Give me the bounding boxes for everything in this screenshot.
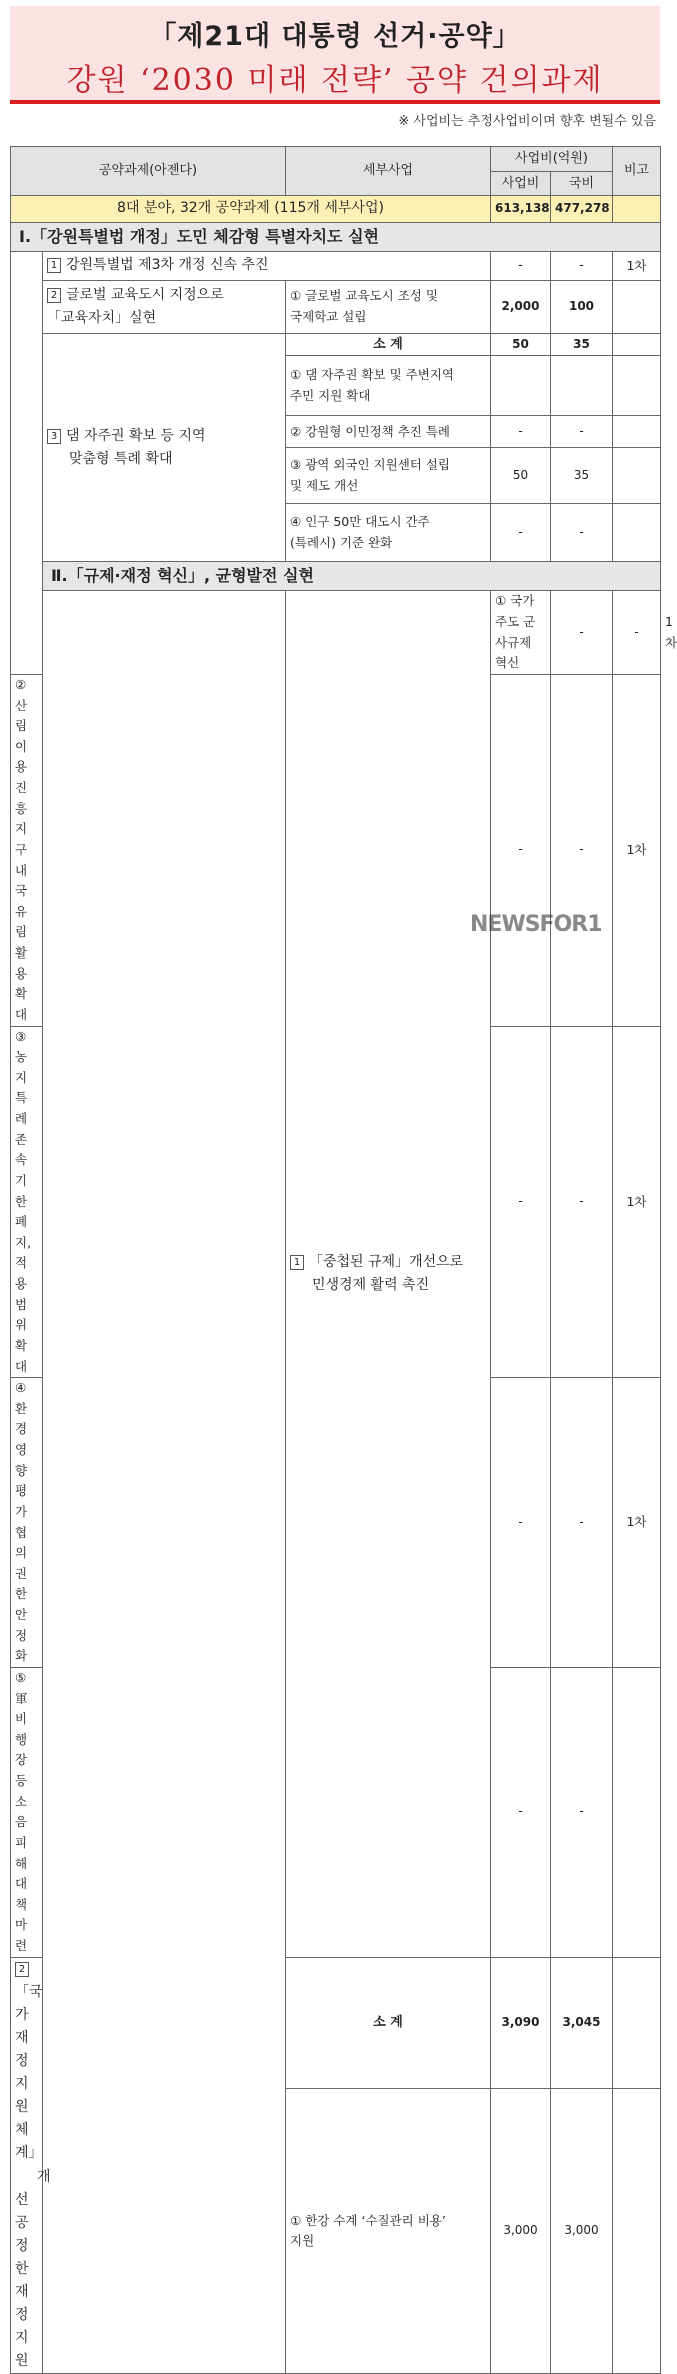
summary-label: 8대 분야, 32개 공약과제 (115개 세부사업)	[11, 196, 491, 223]
table-row: 1 「중첩된 규제」개선으로 민생경제 활력 촉진 ① 국가 주도 군사규제 혁신 - - 1차	[11, 591, 661, 675]
remark-cell	[613, 1667, 661, 1957]
table-row: 2 글로벌 교육도시 지정으로 「교육자치」실현 ① 글로벌 교육도시 조성 및 국제학교 설립 2,000 100	[11, 281, 661, 334]
header-budget: 사업비(억원)	[491, 147, 613, 172]
table-row: ② 강원형 이민정책 추진 특례 - -	[11, 416, 661, 448]
remark-cell: 1차	[613, 1378, 661, 1668]
newsfor1-watermark: NEWSFOR1	[470, 912, 602, 937]
table-row: ③농지특례 존속기한 폐지, 적용범위 확대 - - 1차	[11, 1026, 661, 1378]
title-underline	[10, 100, 660, 104]
detail-cell: ① 국가 주도 군사규제 혁신	[491, 591, 551, 675]
table-row: ⑤軍 비행장등 소음피해 대책 마련 - -	[11, 1667, 661, 1957]
pledge-table	[10, 146, 677, 2374]
task-number: 1	[47, 258, 61, 273]
summary-total: 613,138	[491, 196, 551, 223]
table-row: ④환경영향평가 협의권한 안정화 - - 1차	[11, 1378, 661, 1668]
title-line2: 강원 ‘2030 미래 전략’ 공약 건의과제	[66, 63, 604, 98]
subtotal-label: 소 계	[286, 1957, 491, 2089]
section-row	[11, 223, 661, 252]
header-total: 사업비	[491, 172, 551, 196]
table-row: ②산림이용진흥지구 내 국유림 활용 확대 - - 1차	[11, 674, 661, 1026]
subtotal-label: 소 계	[286, 334, 491, 356]
budget-note: ※ 사업비는 추정사업비이며 향후 변될수 있음	[398, 114, 656, 129]
remark-cell: 1차	[613, 674, 661, 1026]
task-cell: 3 댐 자주권 확보 등 지역 맞춤형 특례 확대	[43, 334, 286, 562]
section-row	[11, 562, 661, 591]
summary-row	[11, 196, 661, 223]
summary-national: 477,278	[551, 196, 613, 223]
table-row: 1 강원특별법 제3차 개정 신속 추진 - - 1차	[11, 252, 661, 281]
table-row: ④ 인구 50만 대도시 간주 (특례시) 기준 완화 - -	[11, 504, 661, 562]
task-number: 2	[47, 288, 61, 303]
title-line1: 「제21대 대통령 선거·공약」	[149, 21, 521, 52]
header-national: 국비	[551, 172, 613, 196]
section-title: Ⅱ.「규제·재정 혁신」, 균형발전 실현	[43, 562, 661, 591]
task-number: 2	[15, 1962, 29, 1977]
detail-cell: ① 한강 수계 ‘수질관리 비용’ 지원	[286, 2089, 491, 2374]
detail-cell: ②산림이용진흥지구 내 국유림 활용 확대	[11, 674, 43, 1026]
table-row: ① 한강 수계 ‘수질관리 비용’ 지원 3,000 3,000	[11, 2089, 661, 2374]
table-row: ③ 광역 외국인 지원센터 설립 및 제도 개선 50 35	[11, 448, 661, 504]
detail-cell: ② 강원형 이민정책 추진 특례	[286, 416, 491, 448]
task-number: 3	[47, 429, 61, 444]
detail-cell: ① 댐 자주권 확보 및 주변지역 주민 지원 확대	[286, 356, 491, 416]
detail-cell: ③ 광역 외국인 지원센터 설립 및 제도 개선	[286, 448, 491, 504]
remark-cell: 1차	[613, 1026, 661, 1378]
header-task: 공약과제(아젠다)	[11, 147, 286, 196]
task-cell: 2「국가재정 지원 체계」 개선 공정한 재정지원	[11, 1957, 43, 2374]
header-remark: 비고	[613, 147, 661, 196]
section-title: Ⅰ.「강원특별법 개정」도민 체감형 특별자치도 실현	[11, 223, 661, 252]
task-number: 1	[290, 1255, 304, 1270]
task-cell: 1 「중첩된 규제」개선으로 민생경제 활력 촉진	[286, 591, 491, 1957]
subtotal-row: 2「국가재정 지원 체계」 개선 공정한 재정지원 소 계 3,090 3,045	[11, 1957, 661, 2089]
detail-cell: ④ 인구 50만 대도시 간주 (특례시) 기준 완화	[286, 504, 491, 562]
subtotal-row: 3 댐 자주권 확보 등 지역 맞춤형 특례 확대 소 계 50 35	[11, 334, 661, 356]
detail-cell: ⑤軍 비행장등 소음피해 대책 마련	[11, 1667, 43, 1957]
task-cell: 2 글로벌 교육도시 지정으로 「교육자치」실현	[43, 281, 286, 334]
task-cell: 1 강원특별법 제3차 개정 신속 추진	[43, 252, 491, 281]
detail-cell: ③농지특례 존속기한 폐지, 적용범위 확대	[11, 1026, 43, 1378]
remark-cell: 1차	[613, 252, 661, 281]
detail-cell: ① 글로벌 교육도시 조성 및 국제학교 설립	[286, 281, 491, 334]
detail-cell: ④환경영향평가 협의권한 안정화	[11, 1378, 43, 1668]
header-detail: 세부사업	[286, 147, 491, 196]
header-row	[11, 147, 661, 172]
